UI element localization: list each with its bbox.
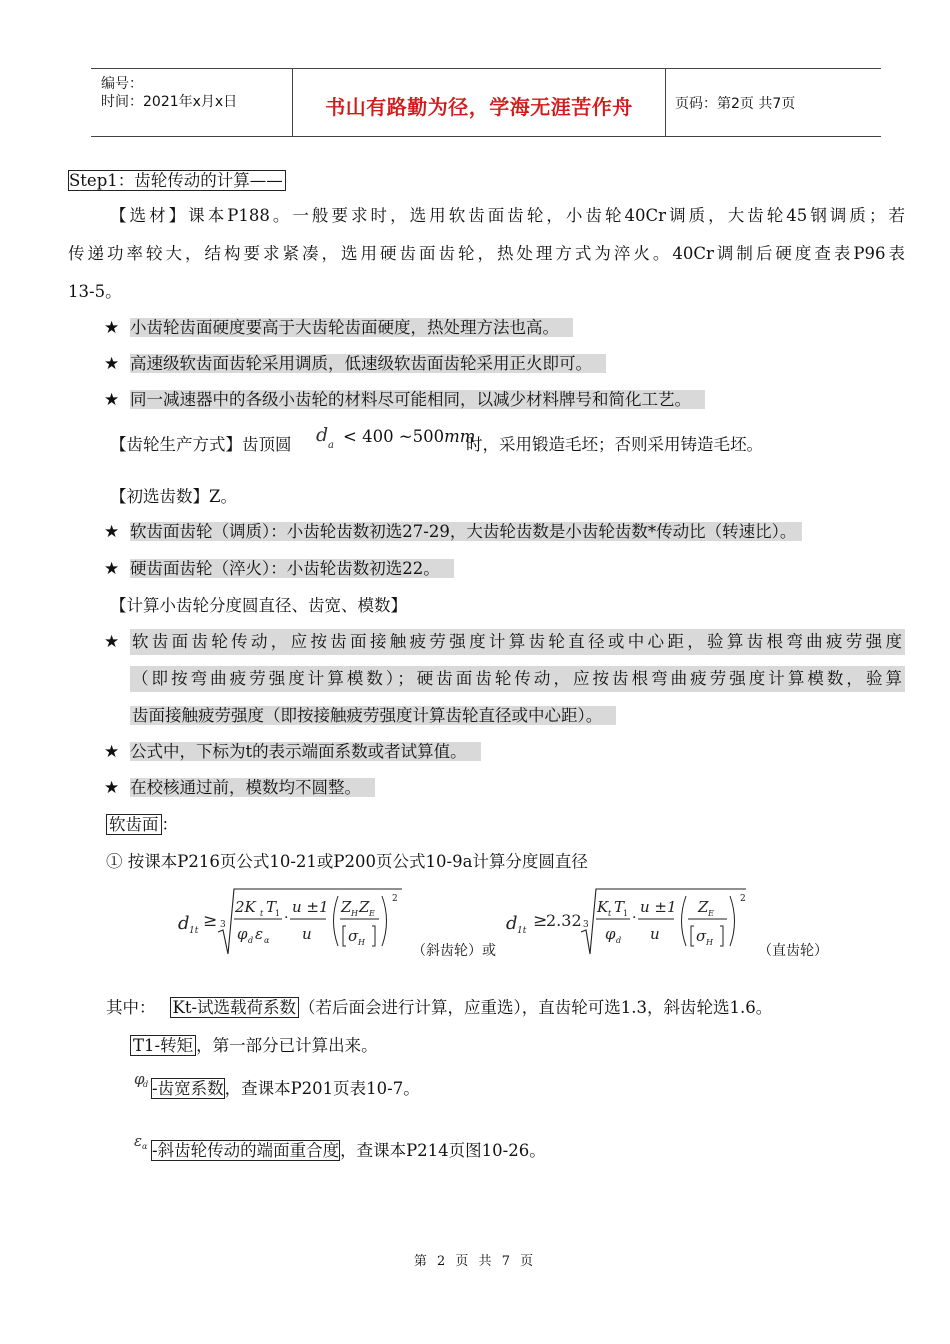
helical-note: （斜齿轮）或	[412, 943, 496, 959]
svg-text:≥: ≥	[533, 911, 548, 931]
svg-text:3: 3	[583, 920, 589, 930]
where-t1: T1-转矩 ，第一部分已计算出来。	[130, 1035, 378, 1057]
svg-text:u: u	[302, 925, 312, 943]
production-suffix: 时，采用锻造毛坯；否则采用铸造毛坯。	[466, 435, 763, 454]
svg-text:1: 1	[275, 909, 281, 918]
where-kt: 其中： Kt-试选载荷系数 （若后面会进行计算，应重选），直齿轮可选1.3，斜齿轮选1.6。	[106, 998, 773, 1017]
bullet-line: （即按弯曲疲劳强度计算模数）；硬齿面齿轮传动，应按齿根弯曲疲劳强度计算模数，验算	[132, 669, 902, 688]
svg-text:3: 3	[220, 920, 226, 930]
svg-text:d: d	[248, 936, 254, 945]
svg-text:1: 1	[623, 909, 629, 918]
phi-subscript: d	[143, 1080, 149, 1089]
svg-text:·: ·	[284, 910, 289, 926]
production-prefix: 【齿轮生产方式】齿顶圆	[110, 435, 292, 454]
svg-text:≥: ≥	[203, 911, 218, 931]
svg-text:d: d	[178, 913, 190, 934]
svg-text:α: α	[264, 936, 270, 945]
svg-text:t: t	[260, 909, 264, 918]
epsilon-subscript: α	[142, 1142, 148, 1151]
header-cell-page	[666, 69, 881, 136]
star-icon: ★	[104, 632, 120, 652]
header-table	[91, 68, 881, 137]
svg-text:Z: Z	[698, 898, 709, 916]
bullet-item: 硬齿面齿轮（淬火）：小齿轮齿数初选22。	[130, 558, 454, 580]
spur-note: （直齿轮）	[758, 943, 828, 959]
svg-text:1t: 1t	[517, 926, 527, 936]
svg-text:d: d	[616, 936, 622, 945]
da-symbol: d	[316, 424, 329, 446]
bullet-line: 软齿面齿轮传动，应按齿面接触疲劳强度计算齿轮直径或中心距，验算齿根弯曲疲劳强度	[132, 632, 902, 651]
header-cell-info	[91, 69, 293, 136]
bullet-item: 软齿面齿轮（调质）：小齿轮齿数初选27-29，大齿轮齿数是小齿轮齿数*传动比（转速比）。	[130, 521, 802, 543]
svg-text:σ: σ	[696, 927, 707, 945]
star-icon: ★	[104, 742, 120, 762]
number-label: 编号：	[101, 76, 143, 92]
calc-title: 【计算小齿轮分度圆直径、齿宽、模数】	[110, 596, 407, 615]
svg-text:Z: Z	[359, 898, 370, 916]
svg-text:φ: φ	[605, 925, 616, 943]
time-label: 时间：2021年x月x日	[101, 94, 238, 110]
svg-text:d: d	[506, 913, 518, 934]
star-icon: ★	[104, 559, 120, 579]
svg-text:φ: φ	[237, 925, 248, 943]
where-epsilon: -斜齿轮传动的端面重合度，查课本P214页图10-26。	[152, 1141, 546, 1160]
svg-text:H: H	[358, 938, 365, 947]
svg-text:2: 2	[740, 894, 746, 904]
svg-text:ε: ε	[255, 925, 264, 943]
epsilon-symbol: ε	[134, 1132, 143, 1150]
svg-text:1t: 1t	[189, 926, 199, 936]
step-one-text: ① 按课本P216页公式10-21或P200页公式10-9a计算分度圆直径	[106, 852, 588, 871]
svg-text:2K: 2K	[235, 898, 256, 916]
svg-text:t: t	[608, 909, 612, 918]
svg-text:E: E	[369, 909, 375, 918]
svg-text:σ: σ	[348, 927, 359, 945]
svg-text:·: ·	[632, 910, 637, 926]
svg-text:2: 2	[392, 894, 398, 904]
bullet-line: 齿面接触疲劳强度（即按接触疲劳强度计算齿轮直径或中心距）。	[130, 705, 616, 727]
svg-text:u ±1: u ±1	[640, 898, 677, 916]
star-icon: ★	[104, 318, 120, 338]
material-line-2: 传递功率较大，结构要求紧凑，选用硬齿面齿轮，热处理方式为淬火。40Cr调制后硬度查表P96表	[68, 244, 905, 263]
page-label: 页码：第2页 共7页	[675, 96, 796, 112]
bullet-item: 同一减速器中的各级小齿轮的材料尽可能相同，以减少材料牌号和简化工艺。	[130, 389, 705, 411]
star-icon: ★	[104, 390, 120, 410]
svg-text:T: T	[266, 898, 277, 916]
where-phi: -齿宽系数，查课本P201页表10-7。	[152, 1079, 420, 1098]
bullet-item: 在校核通过前，模数均不圆整。	[130, 777, 375, 799]
material-line-3: 13-5。	[68, 282, 122, 301]
material-line-1: 【选材】课本P188。一般要求时，选用软齿面齿轮，小齿轮40Cr调质，大齿轮45钢调质；若	[110, 206, 905, 225]
spur-gear-formula	[506, 886, 756, 960]
svg-text:T: T	[614, 898, 625, 916]
teeth-title: 【初选齿数】Z。	[110, 487, 237, 506]
production-condition: < 400 ~500mm	[343, 427, 476, 446]
bullet-item: 公式中，下标为t的表示端面系数或者试算值。	[130, 741, 481, 763]
bullet-item: 高速级软齿面齿轮采用调质，低速级软齿面齿轮采用正火即可。	[130, 353, 606, 375]
bullet-item: 小齿轮齿面硬度要高于大齿轮齿面硬度，热处理方法也高。	[130, 317, 573, 339]
svg-text:u ±1: u ±1	[292, 898, 329, 916]
star-icon: ★	[104, 778, 120, 798]
soft-face-label: 软齿面 ：	[106, 814, 178, 836]
svg-text:H: H	[351, 909, 358, 918]
svg-text:H: H	[706, 938, 713, 947]
step1-heading: Step1：齿轮传动的计算——	[68, 170, 286, 192]
helical-gear-formula	[178, 886, 410, 960]
star-icon: ★	[104, 522, 120, 542]
motto: 书山有路勤为径，学海无涯苦作舟	[325, 95, 633, 119]
svg-text:K: K	[597, 898, 609, 916]
phi-symbol: φ	[134, 1070, 145, 1088]
svg-text:Z: Z	[341, 898, 352, 916]
page-footer: 第 2 页 共 7 页	[413, 1254, 537, 1269]
svg-text:u: u	[650, 925, 660, 943]
svg-text:2.32: 2.32	[546, 911, 582, 930]
da-subscript: a	[328, 440, 334, 451]
svg-text:E: E	[708, 909, 714, 918]
header-cell-motto	[293, 69, 666, 136]
star-icon: ★	[104, 354, 120, 374]
